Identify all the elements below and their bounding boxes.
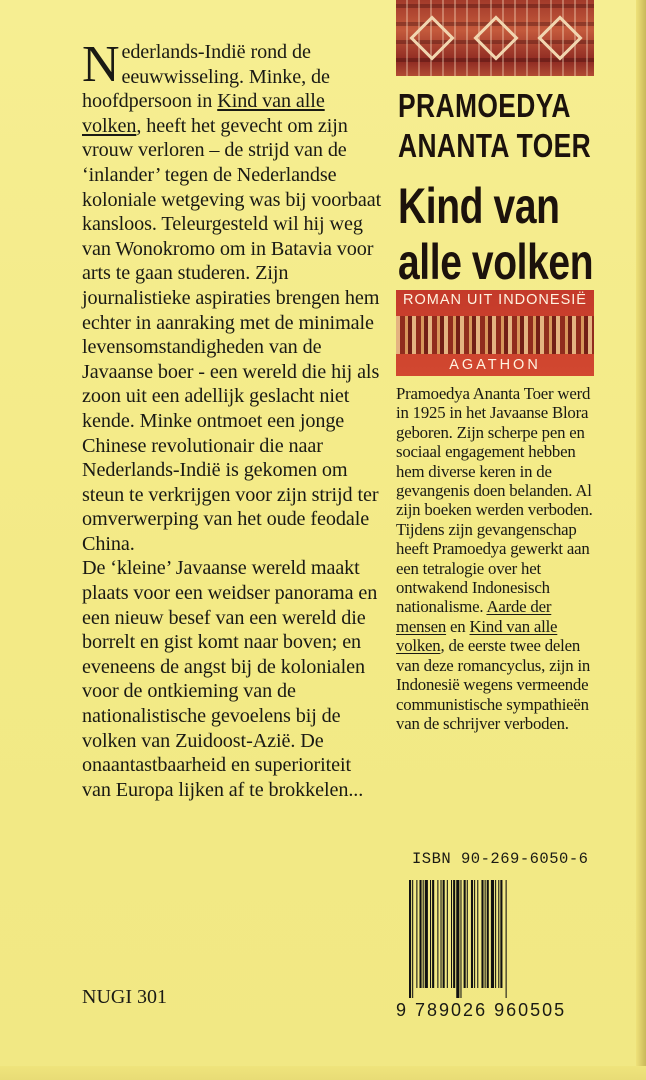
title-line-1: Kind van bbox=[398, 178, 560, 234]
textile-motif bbox=[409, 15, 454, 60]
barcode-bar bbox=[467, 880, 468, 988]
bio-and: en bbox=[446, 616, 470, 636]
barcode-bar bbox=[451, 880, 452, 988]
cover-textile-image bbox=[396, 0, 594, 76]
barcode-bar bbox=[498, 880, 499, 988]
synopsis-intro: ederlands-Indië rond de eeuwwisseling. Minke, de hoofdpersoon in bbox=[82, 41, 330, 113]
drop-cap: N bbox=[82, 36, 120, 93]
barcode-bar bbox=[500, 880, 502, 988]
publisher-band bbox=[396, 290, 594, 376]
cover-edge-right bbox=[636, 0, 646, 1080]
barcode-bar bbox=[481, 880, 483, 988]
barcode-bar bbox=[477, 880, 478, 988]
barcode-bar bbox=[460, 880, 461, 998]
bio-paragraph bbox=[396, 384, 601, 733]
barcode-bar bbox=[495, 880, 496, 988]
barcode-bar bbox=[453, 880, 455, 988]
barcode-bar bbox=[416, 880, 417, 988]
barcode-bar bbox=[425, 880, 428, 988]
publisher-label: AGATHON bbox=[449, 357, 541, 373]
author-name bbox=[398, 86, 592, 166]
author-line-1: PRAMOEDYA bbox=[398, 87, 571, 124]
synopsis-book-title: Kind van alle volken bbox=[82, 90, 325, 137]
barcode-bar bbox=[430, 880, 431, 988]
barcode-bar bbox=[487, 880, 489, 988]
barcode-bar bbox=[471, 880, 473, 988]
barcode-bar bbox=[485, 880, 486, 988]
textile-motif bbox=[473, 15, 518, 60]
synopsis-paragraph-1 bbox=[82, 36, 382, 556]
barcode-bar bbox=[412, 880, 413, 998]
bio-text: Pramoedya Ananta Toer werd in 1925 in het Javaanse Blora geboren. Zijn scherpe pen en sociaal engagement hebben hem diverse keren in de gevangenis doen belanden. Al zijn boeken werden verboden. Tijdens zijn gevangenschap heeft Pramoedya gewerkt aan een tetralogie over het ontwakend Indonesisch nationalisme. bbox=[396, 384, 593, 617]
barcode-bar bbox=[456, 880, 459, 998]
barcode bbox=[407, 880, 587, 1000]
barcode-bar bbox=[491, 880, 494, 988]
barcode-bar bbox=[443, 880, 445, 988]
cover-edge-bottom bbox=[0, 1066, 646, 1080]
nugi-code: NUGI 301 bbox=[82, 986, 167, 1008]
textile-pattern bbox=[396, 316, 594, 354]
author-bio bbox=[396, 384, 601, 733]
bio-rest: , de eerste twee delen van deze romancyclus, zijn in Indonesië wegens vermeende communistische sympathieën van de schrijver verboden. bbox=[396, 636, 591, 733]
barcode-bar bbox=[437, 880, 438, 988]
barcode-digits: 9 789026 960505 bbox=[396, 1000, 567, 1020]
synopsis-body: , heeft het gevecht om zijn vrouw verloren – de strijd van de ‘inlander’ tegen de Nederlandse koloniale wetgeving was bij voorbaat kansloos. Teleurgesteld wil hij weg van Wonokromo om in Batavia voor arts te gaan studeren. Zijn journalistieke aspiraties brengen hem echter in aanraking met de minimale levensomstandigheden van de Javaanse boer - een wereld die hij als zoon uit een adellijk geslacht niet kende. Minke ontmoet een jonge Chinese revolutionair die naar Nederlands-Indië is gekomen om steun te verkrijgen voor zijn strijd ter omverwerping van het oude feodale China. bbox=[82, 114, 382, 555]
bio-book-1: Aarde der mensen bbox=[396, 597, 552, 636]
barcode-bar bbox=[409, 880, 411, 998]
barcode-bar bbox=[432, 880, 434, 988]
textile-motif bbox=[537, 15, 582, 60]
barcode-bar bbox=[506, 880, 507, 998]
isbn-number: ISBN 90-269-6050-6 bbox=[412, 850, 589, 868]
barcode-bar bbox=[420, 880, 422, 988]
bio-book-2: Kind van alle volken bbox=[396, 616, 558, 656]
book-title bbox=[398, 178, 594, 290]
subtitle-label: ROMAN UIT INDONESIË bbox=[403, 292, 587, 308]
synopsis-paragraph-2: De ‘kleine’ Javaanse wereld maakt plaats voor een weidser panorama en een nieuw besef van een wereld die borrelt en gist komt naar boven; en eveneens de angst bij de kolonialen voor de ontkieming van de nationalistische gevoelens bij de volken van Zuidoost-Azië. De onaantastbaarheid en superioriteit van Europa lijken af te brokkelen... bbox=[82, 557, 378, 801]
barcode-bar bbox=[423, 880, 424, 988]
barcode-bar bbox=[464, 880, 466, 988]
author-line-2: ANANTA TOER bbox=[398, 127, 592, 164]
synopsis-text bbox=[82, 36, 382, 802]
barcode-bar bbox=[474, 880, 475, 988]
barcode-bar bbox=[441, 880, 442, 988]
title-line-2: alle volken bbox=[398, 234, 594, 290]
barcode-bar bbox=[447, 880, 448, 988]
